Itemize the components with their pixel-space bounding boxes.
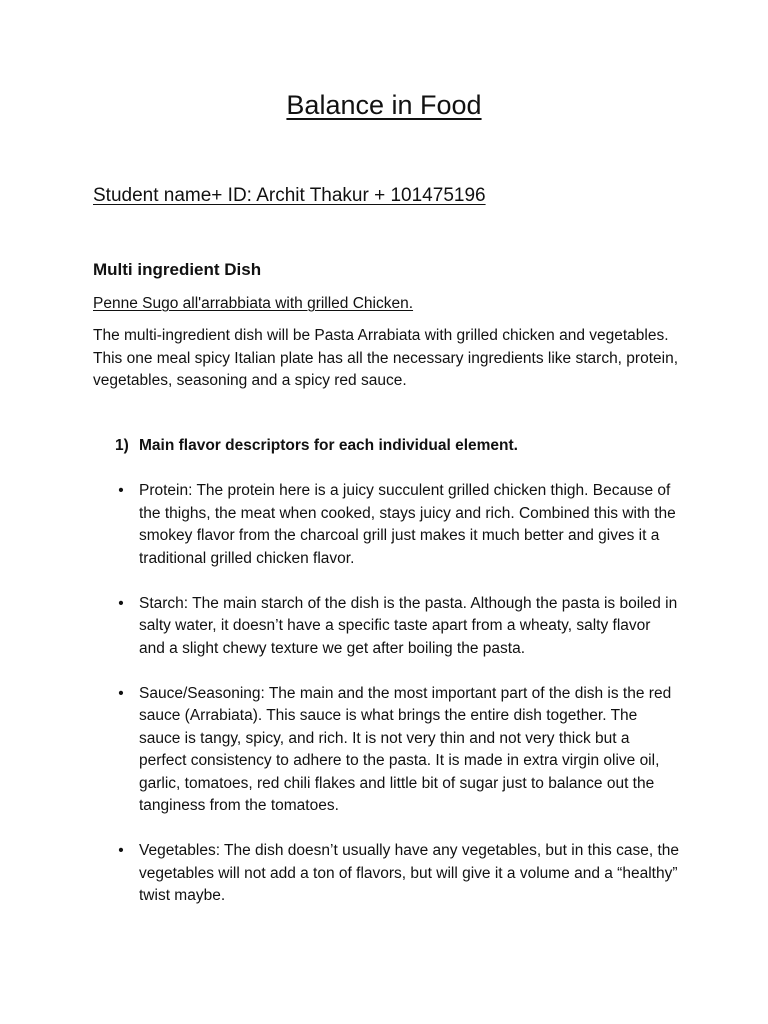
document-title: Balance in Food [286, 90, 482, 120]
list-item-protein [115, 480, 680, 570]
student-name-id: Student name+ ID: Archit Thakur + 101475196 [93, 185, 486, 206]
intro-paragraph: The multi-ingredient dish will be Pasta Arrabiata with grilled chicken and vegetables. This one meal spicy Italian plate has all the necessary ingredients like starch, protein, vegetables, seasoning and a spicy red sauce. [93, 327, 678, 389]
bullet-icon: • [118, 842, 124, 859]
numbered-heading [115, 435, 518, 457]
section-heading: Multi ingredient Dish [93, 260, 262, 279]
list-number: 1) [115, 437, 129, 454]
list-item-vegetables [115, 840, 680, 908]
bullet-icon: • [118, 482, 124, 499]
list-item-text: Vegetables: The dish doesn’t usually have any vegetables, but in this case, the vegetables will not add a ton of flavors, but will give it a volume and a “healthy” twist maybe. [139, 842, 679, 904]
list-item-starch [115, 593, 680, 661]
bullet-icon: • [118, 684, 124, 702]
bullet-icon: • [118, 594, 124, 612]
numbered-heading-text: Main flavor descriptors for each individual element. [139, 437, 518, 454]
list-item-sauce [115, 683, 680, 818]
list-item-text: Starch: The main starch of the dish is the pasta. Although the pasta is boiled in salty water, it doesn’t have a specific taste apart from a wheaty, salty flavor and a slight chewy texture we get after boiling the pasta. [139, 594, 678, 657]
list-item-text: Sauce/Seasoning: The main and the most important part of the dish is the red sauce (Arrabiata). This sauce is what brings the entire dish together. The sauce is tangy, spicy, and rich. It is not very thin and not very thick but a perfect consistency to adhere to the pasta. It is made in extra virgin olive oil, garlic, tomatoes, red chili flakes and little bit of sugar just to balance out the tanginess from the tomatoes. [139, 684, 672, 814]
list-item-text: Protein: The protein here is a juicy succulent grilled chicken thigh. Because of the thighs, the meat when cooked, stays juicy and rich. Combined this with the smokey flavor from the charcoal grill just makes it much better and gives it a traditional grilled chicken flavor. [139, 482, 676, 567]
dish-name: Penne Sugo all'arrabbiata with grilled Chicken. [93, 295, 414, 312]
flavor-descriptor-list [115, 480, 680, 930]
